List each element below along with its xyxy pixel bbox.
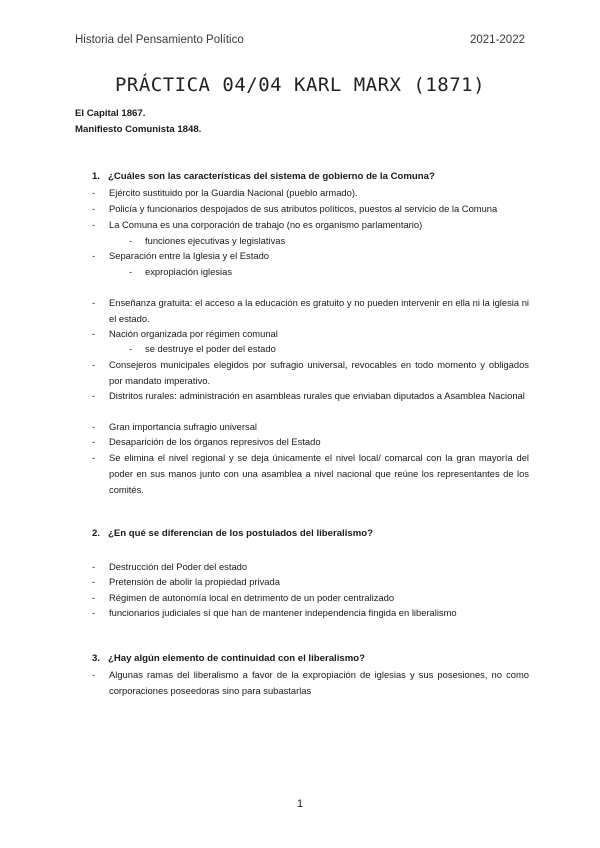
question-text: ¿Hay algún elemento de continuidad con el liberalismo?	[108, 653, 365, 664]
bullet-text: Separación entre la Iglesia y el Estado	[109, 250, 269, 261]
question-2	[92, 528, 373, 539]
header-year: 2021-2022	[470, 34, 525, 46]
bullet-item	[92, 574, 529, 590]
question-text: ¿En qué se diferencian de los postulados del liberalismo?	[108, 528, 373, 539]
sub-bullet-item	[129, 233, 285, 249]
bullet-item	[92, 201, 529, 217]
bullet-item	[92, 590, 529, 606]
bullet-text: Algunas ramas del liberalismo a favor de la expropiación de iglesias y sus posesiones, no como corporaciones poseedoras sino para subastarlas	[109, 669, 529, 696]
bullet-dash: -	[92, 297, 96, 308]
bullet-dash: -	[92, 561, 96, 572]
bullet-text: Nación organizada por régimen comunal	[109, 328, 278, 339]
sub-bullet-item	[129, 264, 232, 280]
bullet-dash: -	[92, 203, 96, 214]
bullet-item	[92, 295, 529, 327]
bullet-text: funciones ejecutivas y legislativas	[145, 235, 286, 246]
bullet-dash: -	[92, 576, 96, 587]
bullet-text: se destruye el poder del estado	[145, 343, 276, 354]
bullet-item	[92, 248, 529, 264]
question-number: 3.	[92, 653, 101, 664]
bullet-text: Se elimina el nivel regional y se deja únicamente el nivel local/ comarcal con la gran mayoría del poder en sus manos junto con una asamblea a nivel nacional que reúne los representantes de los comités.	[109, 452, 529, 495]
bullet-item	[92, 388, 529, 404]
bullet-dash: -	[92, 421, 96, 432]
bullet-dash: -	[129, 343, 133, 354]
bullet-item	[92, 434, 529, 450]
bullet-text: Régimen de autonomía local en detrimento de un poder centralizado	[109, 592, 395, 603]
question-3	[92, 653, 365, 664]
question-number: 1.	[92, 171, 101, 182]
bullet-dash: -	[92, 592, 96, 603]
reference-manifiesto: Manifiesto Comunista 1848.	[75, 124, 202, 135]
bullet-text: Destrucción del Poder del estado	[109, 561, 248, 572]
bullet-dash: -	[92, 390, 96, 401]
bullet-item	[92, 217, 529, 233]
question-1	[92, 171, 435, 182]
bullet-item	[92, 185, 529, 201]
question-text: ¿Cuáles son las características del sistema de gobierno de la Comuna?	[108, 171, 435, 182]
bullet-dash: -	[92, 359, 96, 370]
bullet-text: expropiación iglesias	[145, 266, 233, 277]
bullet-dash: -	[92, 607, 96, 618]
bullet-text: Ejército sustituido por la Guardia Nacional (pueblo armado).	[109, 187, 358, 198]
bullet-item	[92, 326, 529, 342]
bullet-dash: -	[92, 328, 96, 339]
bullet-item	[92, 667, 529, 699]
bullet-dash: -	[92, 250, 96, 261]
bullet-dash: -	[92, 452, 96, 463]
bullet-text: Desaparición de los órganos represivos del Estado	[109, 436, 321, 447]
bullet-dash: -	[92, 219, 96, 230]
bullet-item	[92, 605, 529, 621]
bullet-text: Policía y funcionarios despojados de sus atributos políticos, puestos al servicio de la Comuna	[109, 203, 498, 214]
bullet-text: Consejeros municipales elegidos por sufragio universal, revocables en todo momento y obligados por mandato imperativo.	[109, 359, 529, 386]
bullet-dash: -	[129, 266, 133, 277]
bullet-text: Enseñanza gratuita: el acceso a la educación es gratuito y no pueden intervenir en ella ni la iglesia ni el estado.	[109, 297, 529, 324]
bullet-item	[92, 357, 529, 389]
bullet-dash: -	[92, 187, 96, 198]
question-number: 2.	[92, 528, 101, 539]
document-title: PRÁCTICA 04/04 KARL MARX (1871)	[114, 74, 486, 96]
header-course: Historia del Pensamiento Político	[75, 34, 244, 46]
bullet-dash: -	[129, 235, 133, 246]
reference-capital: El Capital 1867.	[75, 108, 146, 119]
bullet-dash: -	[92, 669, 96, 680]
sub-bullet-item	[129, 341, 276, 357]
page-number: 1	[296, 798, 304, 810]
bullet-item	[92, 450, 529, 497]
bullet-text: Pretensión de abolir la propiedad privada	[109, 576, 280, 587]
bullet-dash: -	[92, 436, 96, 447]
bullet-item	[92, 419, 529, 435]
bullet-text: Distritos rurales: administración en asambleas rurales que enviaban diputados a Asamblea Nacional	[109, 390, 525, 401]
bullet-text: La Comuna es una corporación de trabajo (no es organismo parlamentario)	[109, 219, 423, 230]
bullet-item	[92, 559, 529, 575]
bullet-text: funcionarios judiciales sí que han de mantener independencia fingida en liberalismo	[109, 607, 457, 618]
bullet-text: Gran importancia sufragio universal	[109, 421, 257, 432]
